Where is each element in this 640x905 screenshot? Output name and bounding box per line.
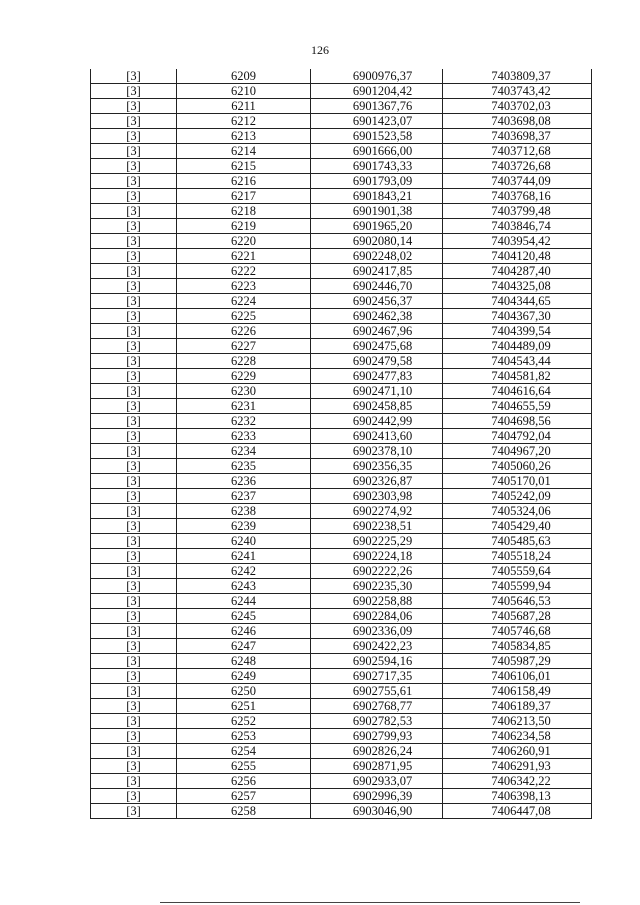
x-coordinate-cell: 6902479,58	[311, 354, 443, 369]
x-coordinate-cell: 6902413,60	[311, 429, 443, 444]
y-coordinate-cell: 7403726,68	[443, 159, 592, 174]
x-coordinate-cell: 6902871,95	[311, 759, 443, 774]
source-ref-cell: [3]	[91, 774, 177, 789]
source-ref-cell: [3]	[91, 624, 177, 639]
table-row	[91, 99, 592, 114]
y-coordinate-cell: 7405324,06	[443, 504, 592, 519]
table-row	[91, 669, 592, 684]
table-row	[91, 129, 592, 144]
source-ref-cell: [3]	[91, 459, 177, 474]
point-number-cell: 6235	[177, 459, 311, 474]
source-ref-cell: [3]	[91, 279, 177, 294]
point-number-cell: 6257	[177, 789, 311, 804]
point-number-cell: 6253	[177, 729, 311, 744]
table-row	[91, 459, 592, 474]
table-row	[91, 654, 592, 669]
x-coordinate-cell: 6902826,24	[311, 744, 443, 759]
source-ref-cell: [3]	[91, 159, 177, 174]
table-row	[91, 354, 592, 369]
y-coordinate-cell: 7405170,01	[443, 474, 592, 489]
point-number-cell: 6244	[177, 594, 311, 609]
table-row	[91, 114, 592, 129]
y-coordinate-cell: 7406260,91	[443, 744, 592, 759]
page-number: 126	[311, 43, 329, 57]
y-coordinate-cell: 7404325,08	[443, 279, 592, 294]
x-coordinate-cell: 6902456,37	[311, 294, 443, 309]
y-coordinate-cell: 7404287,40	[443, 264, 592, 279]
source-ref-cell: [3]	[91, 504, 177, 519]
source-ref-cell: [3]	[91, 234, 177, 249]
point-number-cell: 6211	[177, 99, 311, 114]
point-number-cell: 6245	[177, 609, 311, 624]
source-ref-cell: [3]	[91, 384, 177, 399]
x-coordinate-cell: 6902336,09	[311, 624, 443, 639]
y-coordinate-cell: 7404344,65	[443, 294, 592, 309]
table-row	[91, 384, 592, 399]
point-number-cell: 6210	[177, 84, 311, 99]
point-number-cell: 6231	[177, 399, 311, 414]
x-coordinate-cell: 6902458,85	[311, 399, 443, 414]
table-row	[91, 624, 592, 639]
point-number-cell: 6243	[177, 579, 311, 594]
x-coordinate-cell: 6902258,88	[311, 594, 443, 609]
point-number-cell: 6232	[177, 414, 311, 429]
x-coordinate-cell: 6902467,96	[311, 324, 443, 339]
x-coordinate-cell: 6902417,85	[311, 264, 443, 279]
y-coordinate-cell: 7405518,24	[443, 549, 592, 564]
point-number-cell: 6226	[177, 324, 311, 339]
table-row	[91, 279, 592, 294]
y-coordinate-cell: 7404698,56	[443, 414, 592, 429]
table-row	[91, 264, 592, 279]
y-coordinate-cell: 7406106,01	[443, 669, 592, 684]
x-coordinate-cell: 6901843,21	[311, 189, 443, 204]
x-coordinate-cell: 6902755,61	[311, 684, 443, 699]
source-ref-cell: [3]	[91, 99, 177, 114]
x-coordinate-cell: 6902080,14	[311, 234, 443, 249]
x-coordinate-cell: 6901367,76	[311, 99, 443, 114]
table-row	[91, 744, 592, 759]
table-row	[91, 474, 592, 489]
point-number-cell: 6216	[177, 174, 311, 189]
y-coordinate-cell: 7404581,82	[443, 369, 592, 384]
x-coordinate-cell: 6902477,83	[311, 369, 443, 384]
y-coordinate-cell: 7404120,48	[443, 249, 592, 264]
x-coordinate-cell: 6901901,38	[311, 204, 443, 219]
y-coordinate-cell: 7406213,50	[443, 714, 592, 729]
source-ref-cell: [3]	[91, 714, 177, 729]
x-coordinate-cell: 6901965,20	[311, 219, 443, 234]
x-coordinate-cell: 6902248,02	[311, 249, 443, 264]
table-row	[91, 594, 592, 609]
table-row	[91, 414, 592, 429]
source-ref-cell: [3]	[91, 549, 177, 564]
table-row	[91, 84, 592, 99]
table-row	[91, 399, 592, 414]
source-ref-cell: [3]	[91, 84, 177, 99]
point-number-cell: 6222	[177, 264, 311, 279]
x-coordinate-cell: 6902225,29	[311, 534, 443, 549]
y-coordinate-cell: 7403809,37	[443, 69, 592, 84]
y-coordinate-cell: 7403744,09	[443, 174, 592, 189]
source-ref-cell: [3]	[91, 594, 177, 609]
x-coordinate-cell: 6902475,68	[311, 339, 443, 354]
point-number-cell: 6223	[177, 279, 311, 294]
source-ref-cell: [3]	[91, 669, 177, 684]
table-row	[91, 429, 592, 444]
y-coordinate-cell: 7406234,58	[443, 729, 592, 744]
point-number-cell: 6239	[177, 519, 311, 534]
point-number-cell: 6252	[177, 714, 311, 729]
source-ref-cell: [3]	[91, 69, 177, 84]
y-coordinate-cell: 7406447,08	[443, 804, 592, 819]
source-ref-cell: [3]	[91, 564, 177, 579]
y-coordinate-cell: 7404967,20	[443, 444, 592, 459]
source-ref-cell: [3]	[91, 684, 177, 699]
point-number-cell: 6213	[177, 129, 311, 144]
x-coordinate-cell: 6902235,30	[311, 579, 443, 594]
source-ref-cell: [3]	[91, 789, 177, 804]
table-row	[91, 324, 592, 339]
source-ref-cell: [3]	[91, 744, 177, 759]
y-coordinate-cell: 7404367,30	[443, 309, 592, 324]
bottom-rule	[160, 902, 580, 903]
coordinates-table	[90, 69, 592, 819]
table-row	[91, 174, 592, 189]
source-ref-cell: [3]	[91, 729, 177, 744]
y-coordinate-cell: 7405746,68	[443, 624, 592, 639]
x-coordinate-cell: 6902446,70	[311, 279, 443, 294]
y-coordinate-cell: 7406291,93	[443, 759, 592, 774]
source-ref-cell: [3]	[91, 654, 177, 669]
point-number-cell: 6230	[177, 384, 311, 399]
y-coordinate-cell: 7404616,64	[443, 384, 592, 399]
x-coordinate-cell: 6902422,23	[311, 639, 443, 654]
point-number-cell: 6233	[177, 429, 311, 444]
y-coordinate-cell: 7403712,68	[443, 144, 592, 159]
point-number-cell: 6258	[177, 804, 311, 819]
table-row	[91, 504, 592, 519]
x-coordinate-cell: 6902768,77	[311, 699, 443, 714]
source-ref-cell: [3]	[91, 489, 177, 504]
source-ref-cell: [3]	[91, 144, 177, 159]
y-coordinate-cell: 7406398,13	[443, 789, 592, 804]
y-coordinate-cell: 7405485,63	[443, 534, 592, 549]
point-number-cell: 6229	[177, 369, 311, 384]
x-coordinate-cell: 6901666,00	[311, 144, 443, 159]
x-coordinate-cell: 6902222,26	[311, 564, 443, 579]
point-number-cell: 6225	[177, 309, 311, 324]
table-row	[91, 339, 592, 354]
table-row	[91, 684, 592, 699]
source-ref-cell: [3]	[91, 219, 177, 234]
source-ref-cell: [3]	[91, 534, 177, 549]
x-coordinate-cell: 6902462,38	[311, 309, 443, 324]
x-coordinate-cell: 6902717,35	[311, 669, 443, 684]
table-row	[91, 759, 592, 774]
y-coordinate-cell: 7403954,42	[443, 234, 592, 249]
y-coordinate-cell: 7403768,16	[443, 189, 592, 204]
table-row	[91, 144, 592, 159]
y-coordinate-cell: 7404792,04	[443, 429, 592, 444]
point-number-cell: 6250	[177, 684, 311, 699]
x-coordinate-cell: 6902933,07	[311, 774, 443, 789]
source-ref-cell: [3]	[91, 474, 177, 489]
source-ref-cell: [3]	[91, 759, 177, 774]
point-number-cell: 6251	[177, 699, 311, 714]
point-number-cell: 6255	[177, 759, 311, 774]
point-number-cell: 6249	[177, 669, 311, 684]
source-ref-cell: [3]	[91, 174, 177, 189]
point-number-cell: 6242	[177, 564, 311, 579]
y-coordinate-cell: 7403702,03	[443, 99, 592, 114]
y-coordinate-cell: 7404655,59	[443, 399, 592, 414]
x-coordinate-cell: 6901423,07	[311, 114, 443, 129]
y-coordinate-cell: 7405646,53	[443, 594, 592, 609]
y-coordinate-cell: 7405429,40	[443, 519, 592, 534]
source-ref-cell: [3]	[91, 399, 177, 414]
point-number-cell: 6236	[177, 474, 311, 489]
table-row	[91, 489, 592, 504]
table-row	[91, 789, 592, 804]
x-coordinate-cell: 6902799,93	[311, 729, 443, 744]
y-coordinate-cell: 7403698,37	[443, 129, 592, 144]
table-row	[91, 579, 592, 594]
source-ref-cell: [3]	[91, 129, 177, 144]
y-coordinate-cell: 7404489,09	[443, 339, 592, 354]
source-ref-cell: [3]	[91, 699, 177, 714]
y-coordinate-cell: 7403698,08	[443, 114, 592, 129]
point-number-cell: 6241	[177, 549, 311, 564]
table-row	[91, 609, 592, 624]
table-row	[91, 159, 592, 174]
y-coordinate-cell: 7406189,37	[443, 699, 592, 714]
y-coordinate-cell: 7403799,48	[443, 204, 592, 219]
x-coordinate-cell: 6902303,98	[311, 489, 443, 504]
x-coordinate-cell: 6902224,18	[311, 549, 443, 564]
point-number-cell: 6214	[177, 144, 311, 159]
x-coordinate-cell: 6901523,58	[311, 129, 443, 144]
y-coordinate-cell: 7404543,44	[443, 354, 592, 369]
y-coordinate-cell: 7405242,09	[443, 489, 592, 504]
x-coordinate-cell: 6902442,99	[311, 414, 443, 429]
y-coordinate-cell: 7404399,54	[443, 324, 592, 339]
table-row	[91, 639, 592, 654]
point-number-cell: 6215	[177, 159, 311, 174]
x-coordinate-cell: 6902594,16	[311, 654, 443, 669]
y-coordinate-cell: 7405559,64	[443, 564, 592, 579]
table-row	[91, 564, 592, 579]
x-coordinate-cell: 6901204,42	[311, 84, 443, 99]
x-coordinate-cell: 6902326,87	[311, 474, 443, 489]
source-ref-cell: [3]	[91, 609, 177, 624]
point-number-cell: 6234	[177, 444, 311, 459]
point-number-cell: 6237	[177, 489, 311, 504]
x-coordinate-cell: 6902356,35	[311, 459, 443, 474]
source-ref-cell: [3]	[91, 369, 177, 384]
table-row	[91, 714, 592, 729]
point-number-cell: 6246	[177, 624, 311, 639]
table-row	[91, 534, 592, 549]
source-ref-cell: [3]	[91, 519, 177, 534]
table-row	[91, 774, 592, 789]
source-ref-cell: [3]	[91, 429, 177, 444]
point-number-cell: 6219	[177, 219, 311, 234]
source-ref-cell: [3]	[91, 804, 177, 819]
y-coordinate-cell: 7406342,22	[443, 774, 592, 789]
source-ref-cell: [3]	[91, 639, 177, 654]
y-coordinate-cell: 7406158,49	[443, 684, 592, 699]
source-ref-cell: [3]	[91, 309, 177, 324]
y-coordinate-cell: 7405834,85	[443, 639, 592, 654]
x-coordinate-cell: 6902996,39	[311, 789, 443, 804]
y-coordinate-cell: 7403846,74	[443, 219, 592, 234]
source-ref-cell: [3]	[91, 264, 177, 279]
source-ref-cell: [3]	[91, 249, 177, 264]
table-row	[91, 249, 592, 264]
table-row	[91, 519, 592, 534]
y-coordinate-cell: 7405599,94	[443, 579, 592, 594]
table-row	[91, 309, 592, 324]
point-number-cell: 6217	[177, 189, 311, 204]
x-coordinate-cell: 6903046,90	[311, 804, 443, 819]
point-number-cell: 6221	[177, 249, 311, 264]
coordinates-table-body	[91, 69, 592, 819]
table-row	[91, 69, 592, 84]
x-coordinate-cell: 6902782,53	[311, 714, 443, 729]
point-number-cell: 6240	[177, 534, 311, 549]
point-number-cell: 6247	[177, 639, 311, 654]
source-ref-cell: [3]	[91, 189, 177, 204]
point-number-cell: 6238	[177, 504, 311, 519]
table-row	[91, 444, 592, 459]
source-ref-cell: [3]	[91, 444, 177, 459]
point-number-cell: 6218	[177, 204, 311, 219]
point-number-cell: 6248	[177, 654, 311, 669]
source-ref-cell: [3]	[91, 324, 177, 339]
table-row	[91, 294, 592, 309]
x-coordinate-cell: 6902238,51	[311, 519, 443, 534]
point-number-cell: 6256	[177, 774, 311, 789]
source-ref-cell: [3]	[91, 579, 177, 594]
table-row	[91, 369, 592, 384]
table-row	[91, 699, 592, 714]
source-ref-cell: [3]	[91, 294, 177, 309]
point-number-cell: 6224	[177, 294, 311, 309]
source-ref-cell: [3]	[91, 204, 177, 219]
x-coordinate-cell: 6901793,09	[311, 174, 443, 189]
point-number-cell: 6209	[177, 69, 311, 84]
table-row	[91, 804, 592, 819]
x-coordinate-cell: 6902274,92	[311, 504, 443, 519]
point-number-cell: 6220	[177, 234, 311, 249]
source-ref-cell: [3]	[91, 414, 177, 429]
table-row	[91, 549, 592, 564]
y-coordinate-cell: 7403743,42	[443, 84, 592, 99]
table-row	[91, 234, 592, 249]
table-row	[91, 204, 592, 219]
y-coordinate-cell: 7405687,28	[443, 609, 592, 624]
y-coordinate-cell: 7405060,26	[443, 459, 592, 474]
source-ref-cell: [3]	[91, 114, 177, 129]
x-coordinate-cell: 6902378,10	[311, 444, 443, 459]
x-coordinate-cell: 6902284,06	[311, 609, 443, 624]
point-number-cell: 6228	[177, 354, 311, 369]
table-row	[91, 189, 592, 204]
point-number-cell: 6254	[177, 744, 311, 759]
table-row	[91, 729, 592, 744]
source-ref-cell: [3]	[91, 354, 177, 369]
table-row	[91, 219, 592, 234]
point-number-cell: 6212	[177, 114, 311, 129]
point-number-cell: 6227	[177, 339, 311, 354]
y-coordinate-cell: 7405987,29	[443, 654, 592, 669]
x-coordinate-cell: 6901743,33	[311, 159, 443, 174]
x-coordinate-cell: 6900976,37	[311, 69, 443, 84]
source-ref-cell: [3]	[91, 339, 177, 354]
x-coordinate-cell: 6902471,10	[311, 384, 443, 399]
